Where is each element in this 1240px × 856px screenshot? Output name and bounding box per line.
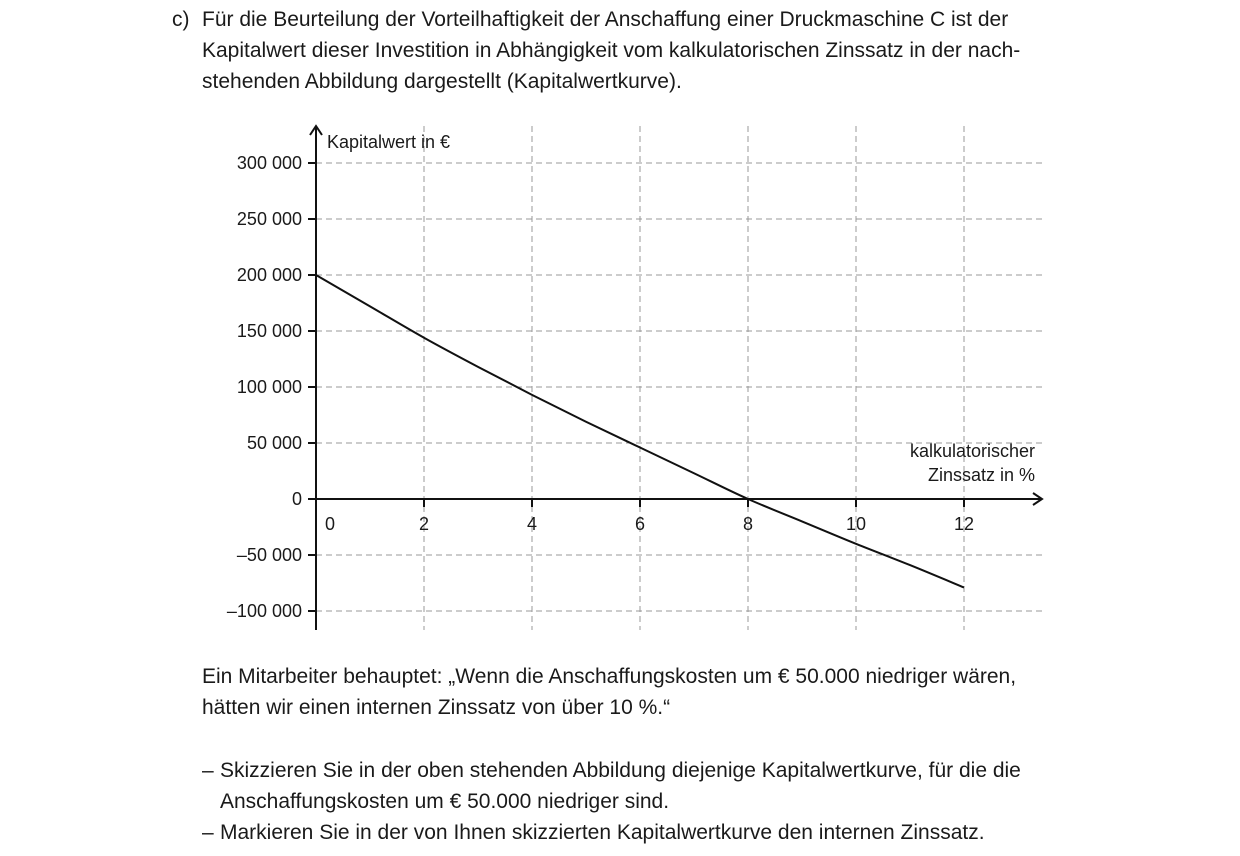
x-tick-label-0: 2 <box>418 514 430 534</box>
x-axis-title-line-1: kalkulatorischer <box>909 441 1035 461</box>
y-tick-label-6: 0 <box>291 489 302 509</box>
statement-line-2: hätten wir einen internen Zinssatz von über 10 %.“ <box>202 696 671 719</box>
y-tick-label-7: –50 000 <box>236 545 302 565</box>
y-tick-label-1: 250 000 <box>236 209 302 229</box>
x-origin-label: 0 <box>324 514 336 534</box>
y-tick-label-0: 300 000 <box>236 153 302 173</box>
instruction-2-line-1: Markieren Sie in der von Ihnen skizzierten Kapitalwertkurve den internen Zinssatz. <box>220 821 985 844</box>
y-axis-title: Kapitalwert in € <box>327 132 451 152</box>
intro-line-1: Für die Beurteilung der Vorteilhaftigkeit der Anschaffung einer Druckmaschine C ist der <box>202 8 1009 31</box>
y-tick-label-3: 150 000 <box>236 321 302 341</box>
x-tick-label-3: 8 <box>742 514 754 534</box>
x-tick-label-5: 12 <box>953 514 975 534</box>
y-tick-label-8: –100 000 <box>226 601 302 621</box>
instruction-2-dash: – <box>202 821 214 844</box>
chart-grid <box>316 126 1042 630</box>
statement-line-1: Ein Mitarbeiter behauptet: „Wenn die Anschaffungskosten um € 50.000 niedriger wären, <box>202 665 1017 688</box>
chart-axes <box>308 126 1042 630</box>
chart-labels <box>227 132 1035 621</box>
intro-line-2: Kapitalwert dieser Investition in Abhängigkeit vom kalkulatorischen Zinssatz in der nach- <box>202 39 1021 62</box>
x-axis-title-line-2: Zinssatz in % <box>927 465 1035 485</box>
instruction-1-dash: – <box>202 759 214 782</box>
y-tick-label-5: 50 000 <box>246 433 302 453</box>
x-tick-label-4: 10 <box>845 514 867 534</box>
y-tick-label-4: 100 000 <box>236 377 302 397</box>
x-tick-label-1: 4 <box>526 514 538 534</box>
instruction-1-line-1: Skizzieren Sie in der oben stehenden Abbildung diejenige Kapitalwertkurve, für die die <box>220 759 1021 782</box>
instruction-1-line-2: Anschaffungskosten um € 50.000 niedriger sind. <box>220 790 670 813</box>
intro-line-3: stehenden Abbildung dargestellt (Kapitalwertkurve). <box>202 70 682 93</box>
task-label: c) <box>172 8 190 31</box>
x-tick-label-2: 6 <box>634 514 646 534</box>
y-tick-label-2: 200 000 <box>236 265 302 285</box>
